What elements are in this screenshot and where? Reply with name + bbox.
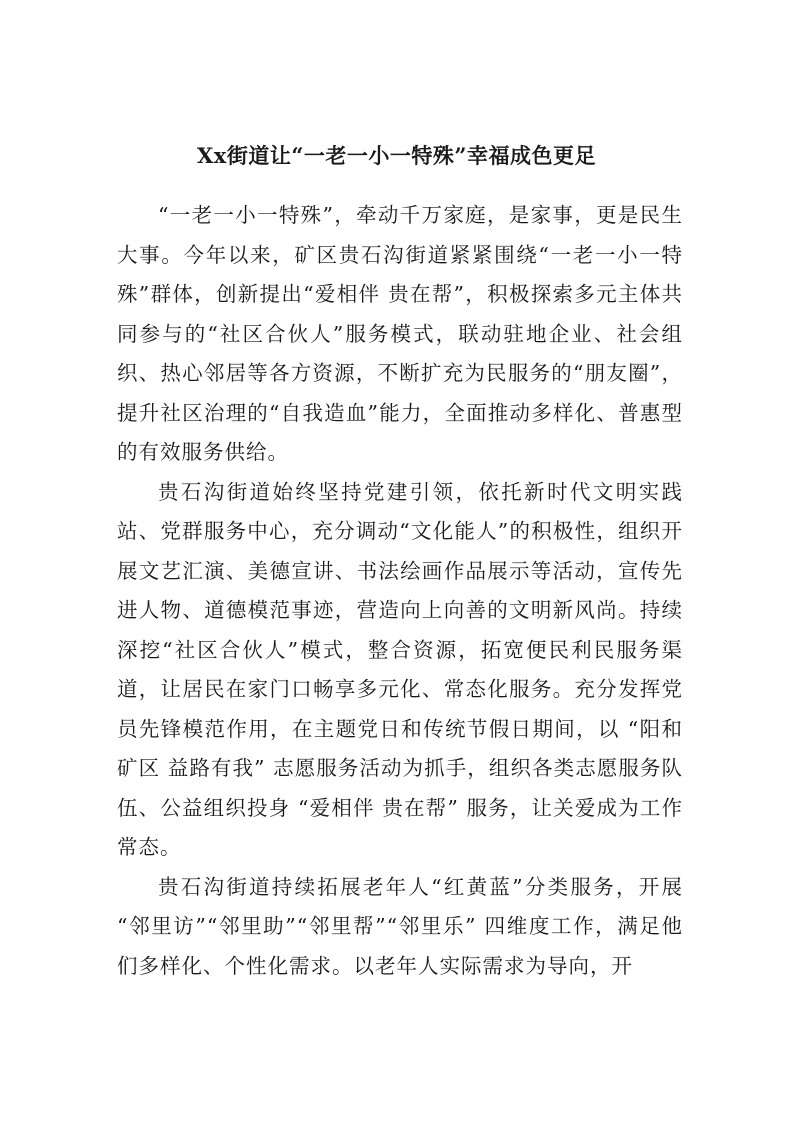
paragraph-elderly-services: 贵石沟街道持续拓展老年人“红黄蓝”分类服务，开展 “邻里访”“邻里助”“邻里帮”“邻里乐” 四维度工作，满足他们多样化、个性化需求。以老年人实际需求为导向，开: [117, 874, 683, 978]
paragraph-party-building: 贵石沟街道始终坚持党建引领，依托新时代文明实践站、党群服务中心，充分调动“文化能人”的积极性，组织开展文艺汇演、美德宣讲、书法绘画作品展示等活动，宣传先进人物、道德模范事迹，营造向上向善的文明新风尚。持续深挖“社区合伙人”模式，整合资源，拓宽便民利民服务渠道，让居民在家门口畅享多元化、常态化服务。充分发挥党员先锋模范作用，在主题党日和传统节假日期间，以 “阳和矿区 益路有我” 志愿服务活动为抓手，组织各类志愿服务队伍、公益组织投身 “爱相伴 贵在帮” 服务，让关爱成为工作常态。: [117, 479, 683, 859]
document-body: [117, 196, 683, 986]
paragraph-intro: “一老一小一特殊”，牵动千万家庭，是家事，更是民生大事。今年以来，矿区贵石沟街道紧紧围绕“一老一小一特殊”群体，创新提出“爱相伴 贵在帮”，积极探索多元主体共同参与的“社区合伙人”服务模式，联动驻地企业、社会组织、热心邻居等各方资源，不断扩充为民服务的“朋友圈”，提升社区治理的“自我造血”能力，全面推动多样化、普惠型的有效服务供给。: [117, 203, 683, 464]
document-title: Xx街道让“一老一小一特殊”幸福成色更足: [197, 143, 596, 169]
